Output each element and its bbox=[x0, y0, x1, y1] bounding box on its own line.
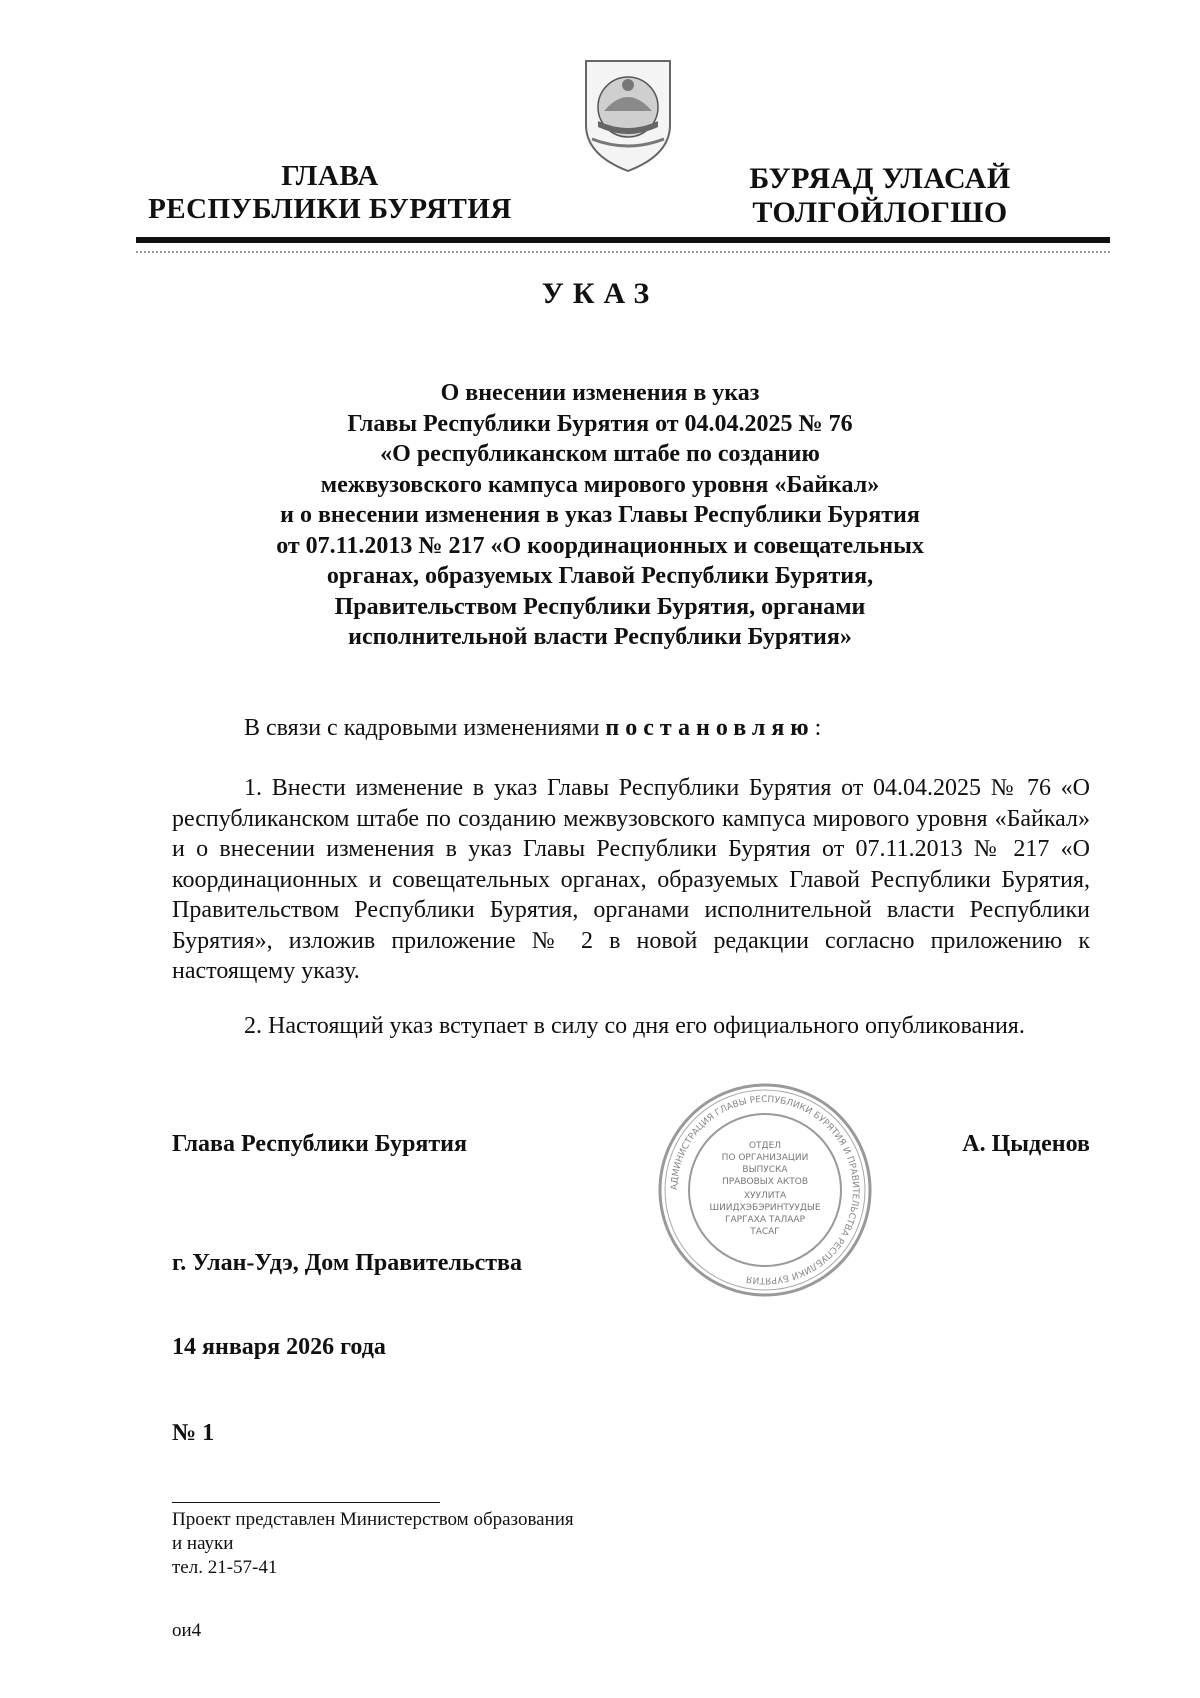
decree-number: № 1 bbox=[172, 1420, 215, 1446]
seal-ring-text: АДМИНИСТРАЦИЯ ГЛАВЫ РЕСПУБЛИКИ БУРЯТИЯ И ПРАВИТЕЛЬСТВА РЕСПУБЛИКИ БУРЯТИЯ bbox=[669, 1094, 861, 1286]
footnote-line: и науки bbox=[172, 1533, 234, 1554]
header-dotted-divider bbox=[136, 251, 1110, 253]
intro-end: : bbox=[814, 715, 822, 741]
intro-emphasis: постановляю bbox=[605, 715, 815, 741]
title-line: Правительством Республики Бурятия, органами bbox=[334, 593, 866, 620]
header-left bbox=[130, 160, 530, 226]
title-line: Главы Республики Бурятия от 04.04.2025 № 76 bbox=[347, 410, 853, 437]
paragraph-2: 2. Настоящий указ вступает в силу со дня его официального опубликования. bbox=[244, 1013, 1025, 1039]
footnote bbox=[172, 1508, 772, 1580]
seal-inner-line: ПО ОРГАНИЗАЦИИ bbox=[721, 1153, 809, 1163]
title-line: от 07.11.2013 № 217 «О координационных и совещательных bbox=[276, 532, 924, 559]
title-line: органах, образуемых Главой Республики Бурятия, bbox=[326, 563, 874, 589]
seal-inner-line: ГАРГАХА ТАЛААР bbox=[724, 1215, 806, 1225]
header-right-line2: ТОЛГОЙЛОГШО bbox=[752, 196, 1008, 229]
signature-position: Глава Республики Бурятия bbox=[172, 1131, 467, 1157]
coat-of-arms-emblem bbox=[578, 55, 678, 175]
decree-title bbox=[220, 378, 980, 653]
seal-inner-line: ШИИДХЭБЭРИНТУУДЫЕ bbox=[709, 1203, 821, 1213]
seal-inner-line: ПРАВОВЫХ АКТОВ bbox=[721, 1177, 809, 1187]
seal-inner-line: ВЫПУСКА bbox=[742, 1165, 788, 1175]
date: 14 января 2026 года bbox=[172, 1334, 386, 1360]
header-right-line1: БУРЯАД УЛАСАЙ bbox=[749, 162, 1011, 195]
paragraph-1: 1. Внести изменение в указ Главы Республики Бурятия от 04.04.2025 № 76 «О республиканском штабе по созданию межвузовского кампуса мирового уровня «Байкал» и о внесении изменения в указ Главы Республики Бурятия от 07.11.2013 № 217 «О координационных и совещательных органах, образуемых Главой Республики Бурятия, Правительством Республики Бурятия, органами исполнительной власти Республики Бурятия», изложив приложение № 2 в новой редакции согласно приложению к настоящему указу. bbox=[172, 775, 1090, 984]
seal-inner-line: ХУУЛИТА bbox=[743, 1191, 787, 1201]
decree-label: УКАЗ bbox=[541, 277, 659, 310]
intro-paragraph bbox=[172, 713, 1090, 744]
title-line: и о внесении изменения в указ Главы Республики Бурятия bbox=[280, 502, 920, 528]
official-seal bbox=[655, 1080, 875, 1300]
header-right bbox=[700, 162, 1060, 230]
title-line: межвузовского кампуса мирового уровня «Байкал» bbox=[320, 471, 880, 498]
intro-text: В связи с кадровыми изменениями bbox=[244, 715, 606, 741]
title-line: исполнительной власти Республики Бурятия» bbox=[348, 624, 852, 650]
seal-inner-line: ОТДЕЛ bbox=[748, 1141, 782, 1151]
header-left-line2: РЕСПУБЛИКИ БУРЯТИЯ bbox=[148, 193, 512, 225]
title-line: «О республиканском штабе по созданию bbox=[380, 441, 820, 467]
signature-name: А. Цыденов bbox=[962, 1131, 1090, 1157]
header-left-line1: ГЛАВА bbox=[281, 160, 379, 192]
title-line: О внесении изменения в указ bbox=[440, 380, 760, 406]
footer-code: ои4 bbox=[172, 1620, 202, 1641]
place: г. Улан-Удэ, Дом Правительства bbox=[172, 1250, 523, 1276]
seal-inner-line: ТАСАГ bbox=[750, 1227, 780, 1237]
header-divider bbox=[136, 237, 1110, 243]
footnote-divider bbox=[172, 1502, 440, 1503]
footnote-line: тел. 21-57-41 bbox=[172, 1557, 278, 1578]
footnote-line: Проект представлен Министерством образования bbox=[172, 1509, 574, 1530]
